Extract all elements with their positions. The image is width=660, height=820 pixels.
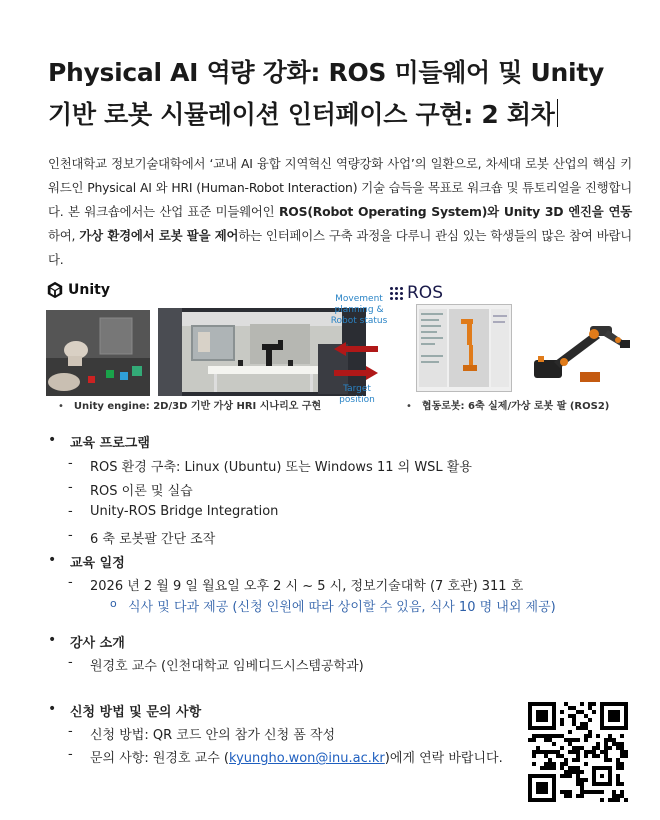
- ros-dots-icon: [390, 287, 403, 300]
- unity-vr-scene-image: [46, 310, 150, 396]
- program-item-text: ROS 환경 구축: Linux (Ubuntu) 또는 Windows 11 의 WSL 활용: [90, 460, 472, 475]
- dash-icon: -: [68, 655, 73, 670]
- dash-icon: -: [68, 528, 73, 543]
- title-line-2-text: 기반 로봇 시뮬레이션 인터페이스 구현: 2 회차: [48, 100, 555, 129]
- dash-icon: -: [68, 504, 73, 519]
- contact-suffix: )에게 연락 바랍니다.: [384, 751, 503, 766]
- caption-bullet-1: •: [58, 401, 64, 412]
- arrow-right-icon: [334, 366, 378, 380]
- contact-email-link[interactable]: kyungho.won@inu.ac.kr: [229, 751, 385, 766]
- dash-icon: -: [68, 456, 73, 471]
- caption-robot: [406, 397, 609, 412]
- arrow-bottom-label: Target position: [339, 384, 375, 405]
- title-line-2: [48, 94, 648, 136]
- bullet-icon: •: [48, 432, 57, 448]
- program-item-text: Unity-ROS Bridge Integration: [90, 504, 279, 519]
- dash-icon: -: [68, 724, 73, 739]
- unity-logo: [46, 281, 110, 299]
- section-heading-instructor: 강사 소개: [70, 636, 125, 651]
- unity-cube-icon: [46, 281, 64, 299]
- title-line-1: Physical AI 역량 강화: ROS 미들웨어 및 Unity: [48, 58, 604, 87]
- intro-paragraph: [48, 152, 632, 272]
- dash-icon: -: [68, 575, 73, 590]
- arrow-left-icon: [334, 342, 378, 356]
- section-heading-apply: 신청 방법 및 문의 사항: [70, 705, 202, 720]
- intro-text-3: 하는 인터페이스 구축 과정을 다루니 관심 있는 학생들의 많은 참여 바랍니다.: [48, 228, 633, 267]
- intro-bold-2: 가상 환경에서 로봇 팔을 제어: [79, 228, 239, 243]
- bullet-icon: •: [48, 701, 57, 717]
- contact-item: [90, 747, 503, 766]
- contact-prefix: 문의 사항: 원경호 교수 (: [90, 751, 230, 766]
- intro-bold-1: ROS(Robot Operating System)와 Unity 3D 엔진을 연동: [278, 204, 632, 219]
- program-item-text: ROS 이론 및 실습: [90, 484, 193, 499]
- section-heading-program: 교육 프로그램: [70, 436, 150, 451]
- unity-logo-text: Unity: [68, 282, 110, 298]
- caption-unity-text: Unity engine: 2D/3D 기반 가상 HRI 시나리오 구현: [73, 401, 322, 412]
- ros-rviz-screenshot: [416, 304, 512, 392]
- ros-logo: [390, 283, 443, 303]
- caption-unity: [58, 397, 321, 412]
- ros-logo-text: ROS: [407, 283, 443, 303]
- bullet-icon: •: [48, 632, 57, 648]
- qr-code[interactable]: [528, 702, 628, 802]
- real-robot-arm-image: [524, 310, 636, 390]
- sub-bullet-icon: o: [110, 597, 117, 610]
- caption-robot-text: 협동로봇: 6축 실제/가상 로봇 팔 (ROS2): [421, 401, 610, 412]
- apply-item-text: 신청 방법: QR 코드 안의 참가 신청 폼 작성: [90, 728, 336, 743]
- bullet-icon: •: [48, 552, 57, 568]
- caption-bullet-2: •: [406, 401, 412, 412]
- arrow-top-label: Movement planning & Robot status: [330, 294, 388, 326]
- schedule-item-text: 2026 년 2 월 9 일 월요일 오후 2 시 ~ 5 시, 정보기술대학 (7 호관) 311 호: [90, 579, 524, 594]
- dash-icon: -: [68, 747, 73, 762]
- intro-text-1: 인천대학교 정보기술대학에서 ‘교내 AI 융합 지역혁신 역량강화 사업’의 일환으로, 차세대 로봇 산업의 핵심 키워드인 Physical AI 와 HRI (Human-Robot Interaction) 기술 습득을 목표로 워크숍 및 튜토리얼을 진행합니다. 본 워크숍에서는 산업 표준 미들웨어인: [48, 156, 632, 219]
- section-heading-schedule: 교육 일정: [70, 556, 125, 571]
- page-title: [48, 52, 648, 136]
- program-item-text: 6 축 로봇팔 간단 조작: [90, 532, 216, 547]
- instructor-item-text: 원경호 교수 (인천대학교 임베디드시스템공학과): [90, 659, 364, 674]
- intro-text-2: 하여,: [48, 228, 80, 243]
- text-cursor: [557, 99, 559, 127]
- schedule-sub-item-text: 식사 및 다과 제공 (신청 인원에 따라 상이할 수 있음, 식사 10 명 내외 제공): [128, 600, 556, 615]
- dash-icon: -: [68, 480, 73, 495]
- system-figure: [46, 280, 636, 420]
